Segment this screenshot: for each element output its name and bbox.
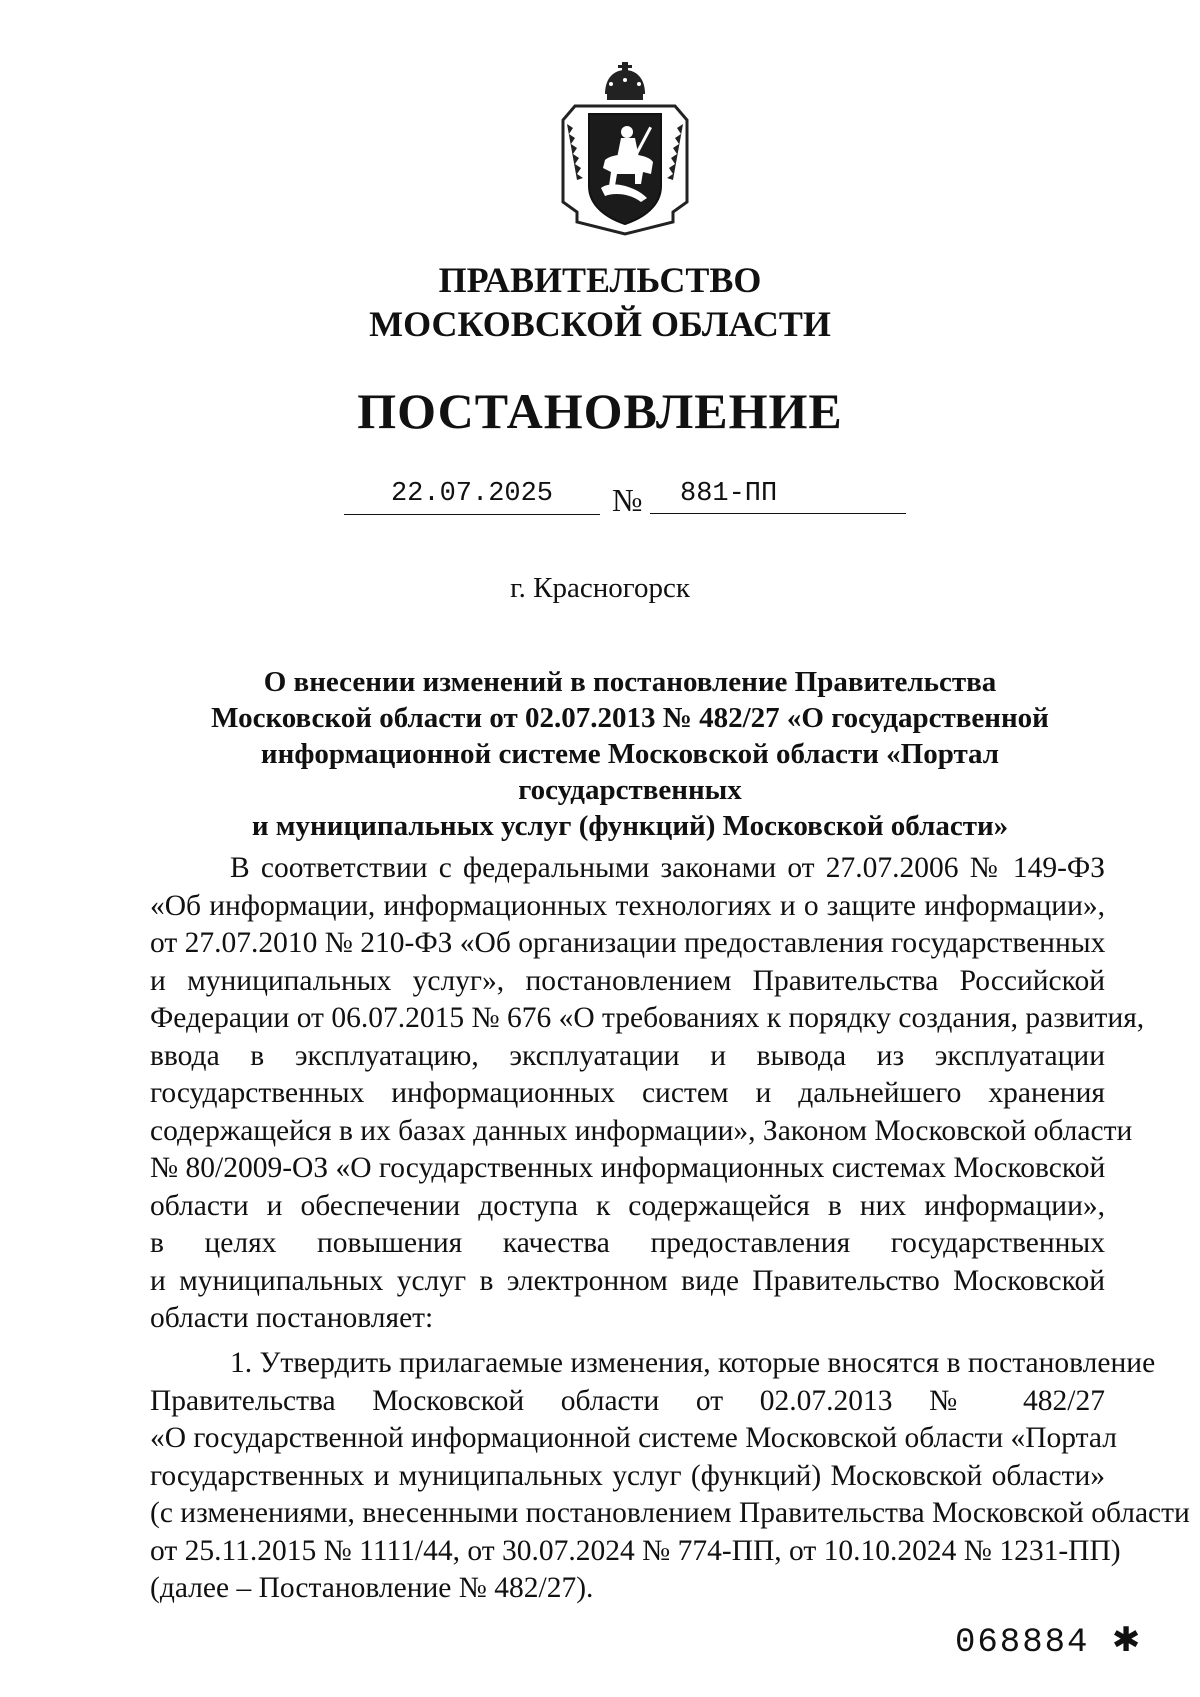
serial-number-stamp	[955, 1620, 1142, 1662]
paragraph-line: «Об информации, информационных технологиях и о защите информации»,	[150, 889, 1105, 922]
paragraph-line: государственных информационных систем и дальнейшего хранения	[150, 1077, 1105, 1109]
paragraph-line: государственных и муниципальных услуг (функций) Московской области»	[150, 1459, 1105, 1492]
paragraph-line: Федерации от 06.07.2015 № 676 «О требованиях к порядку создания, развития,	[150, 1002, 1145, 1034]
title-line: О внесении изменений в постановление Правительства	[263, 666, 997, 698]
title-line: и муниципальных услуг (функций) Московской области»	[251, 810, 1009, 842]
paragraph-line: (далее – Постановление № 482/27).	[150, 1572, 594, 1604]
paragraph-line: № 80/2009-ОЗ «О государственных информационных системах Московской	[150, 1152, 1106, 1184]
coat-of-arms-emblem	[555, 62, 695, 237]
paragraph-line: ввода в эксплуатацию, эксплуатации и вывода из эксплуатации	[150, 1039, 1105, 1072]
serial-number: 068884	[955, 1624, 1090, 1662]
preamble-paragraph	[150, 850, 1145, 1338]
document-number: 881-ПП	[650, 474, 906, 514]
paragraph-line: «О государственной информационной системе Московской области «Портал	[150, 1422, 1117, 1454]
document-date: 22.07.2025	[344, 474, 600, 515]
paragraph-line: в целях повышения качества предоставления государственных	[150, 1227, 1105, 1259]
organization-line-2: МОСКОВСКОЙ ОБЛАСТИ	[369, 304, 831, 344]
document-type: ПОСТАНОВЛЕНИЕ	[357, 383, 843, 439]
paragraph-line: В соответствии с федеральными законами от 27.07.2006 № 149-ФЗ	[230, 852, 1105, 884]
paragraph-line: 1. Утвердить прилагаемые изменения, которые вносятся в постановление	[230, 1347, 1156, 1379]
paragraph-line: от 27.07.2010 № 210-ФЗ «Об организации предоставления государственных	[150, 927, 1106, 959]
paragraph-line: области и обеспечении доступа к содержащейся в них информации»,	[150, 1189, 1105, 1222]
title-line: информационной системе Московской области «Портал государственных	[260, 738, 1000, 806]
city-of-issue: г. Красногорск	[510, 572, 690, 604]
organization-name	[0, 258, 1200, 346]
clause-1-paragraph	[150, 1345, 1190, 1608]
paragraph-line: от 25.11.2015 № 1111/44, от 30.07.2024 № 774-ПП, от 10.10.2024 № 1231-ПП)	[150, 1534, 1121, 1567]
organization-line-1: ПРАВИТЕЛЬСТВО	[438, 260, 762, 300]
paragraph-line: и муниципальных услуг в электронном виде Правительство Московской	[150, 1264, 1105, 1297]
paragraph-line: содержащейся в их базах данных информации», Законом Московской области	[150, 1114, 1133, 1147]
paragraph-line: (с изменениями, внесенными постановлением Правительства Московской области	[150, 1497, 1190, 1529]
asterisk-mark: ✱	[1111, 1620, 1143, 1660]
paragraph-line: Правительства Московской области от 02.07.2013 № 482/27	[150, 1384, 1105, 1417]
paragraph-line: области постановляет:	[150, 1302, 434, 1334]
document-title	[150, 664, 1110, 844]
number-sign: №	[612, 482, 643, 518]
paragraph-line: и муниципальных услуг», постановлением Правительства Российской	[150, 964, 1105, 997]
title-line: Московской области от 02.07.2013 № 482/27 «О государственной	[211, 702, 1049, 734]
